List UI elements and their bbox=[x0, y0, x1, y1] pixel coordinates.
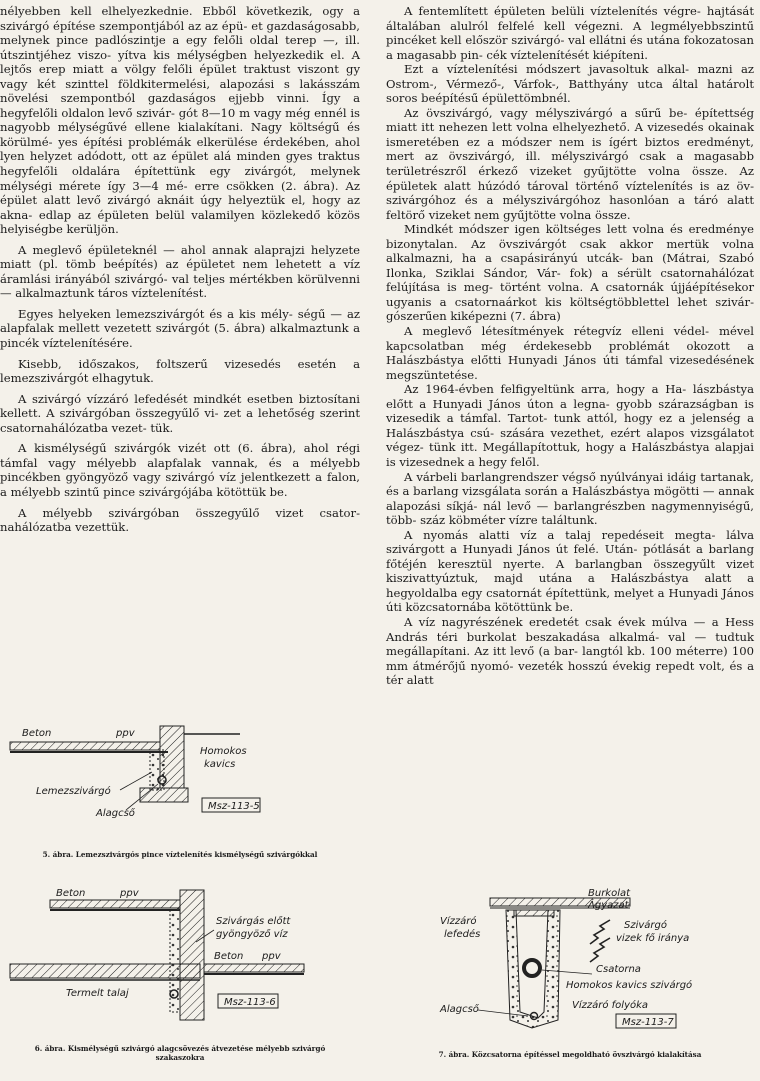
sewer-pipe bbox=[524, 960, 540, 976]
paragraph: Az övszivárgó, vagy mélyszivárgó a sűrű be- építettség miatt itt nehezen lett volna elhelyezhető. A vizesedés okainak ismeretében ez a módszer nem is ígért biztos eredményt, mert az övszivárgó, ill. mélyszivárgó csak a magasabb területrészről érkező vizeket gyűjtötte volna össze. Az épületek alatt húzódó tároval történő víztelenítés is az öv- szivárgóhoz és a mélyszivárgóhoz hasonlóan a táró alatt feltörő vizeket nem gyűjtötte volna össze. bbox=[386, 105, 754, 222]
label-vizzaro: Vízzáró bbox=[440, 916, 477, 927]
figure-7-caption: 7. ábra. Közcsatorna építéssel megoldható övszivárgó kialakítása bbox=[438, 1050, 702, 1059]
paragraph: A meglevő létesítmények rétegvíz elleni védel- mével kapcsolatban még érdekesebb problémát okozott a Halászbástya előtti Hunyadi János úti támfal vizesedésének megszüntetése. bbox=[386, 324, 754, 382]
label-agyazat: Ágyazat bbox=[588, 900, 629, 911]
paragraph: Kisebb, időszakos, foltszerű vizesedés esetén a lemezszivárgót elhagytuk. bbox=[0, 356, 360, 386]
figure-6-caption bbox=[0, 1044, 360, 1062]
paragraph: A kismélységű szivárgók vizét ott (6. ábra), ahol régi támfal vagy mélyebb alapfalak vannak, és a mélyebb pincékben gyöngyöző vagy szivárgó víz jelentkezett a falon, a mélyebb szintű pince szivárgójába kötöttük be. bbox=[0, 441, 360, 499]
paragraph: A várbeli barlangrendszer végső nyúlványai idáig tartanak, és a barlang vizsgálata során a Halászbástya mögötti — annak alapozási síkjá- nál levő — barlangrészben nagymennyiségű, több- száz köbméter vízre találtunk. bbox=[386, 469, 754, 528]
figure-5-drawing bbox=[0, 712, 360, 836]
figure-7-drawing bbox=[420, 884, 750, 1034]
label-vizzaro-folyoka: Vízzáró folyóka bbox=[572, 1000, 649, 1011]
label-homokos: Homokos bbox=[200, 746, 247, 757]
label-seep: Szivárgás előtt bbox=[216, 916, 291, 927]
upper-slab bbox=[50, 900, 180, 908]
left-text-column bbox=[0, 4, 360, 535]
paragraph: A meglevő épületeknél — ahol annak alaprajzi helyzete miatt (pl. tömb beépítés) az épületet nem lehetett a víz áramlási irányából szivárgó- val teljes mértékben körülvenni — alkalmaztunk táros víztelenítést. bbox=[0, 242, 360, 301]
right-text-column bbox=[386, 4, 754, 688]
label-homokos-kavics: Homokos kavics szivárgó bbox=[566, 980, 693, 991]
label-lefedes: lefedés bbox=[444, 929, 481, 940]
paragraph: Az 1964-évben felfigyeltünk arra, hogy a Ha- lászbástya előtt a Hunyadi János úton a legna- gyobb szárazságban is vizesedik a támfal. Tartot- tunk attól, hogy ez a jelenség a Halászbástya csú- szására vezethet, ezért alapos vizsgálatot végez- tünk itt. Megállapítottuk, hogy a Halászbástya alapjai is vizesednek a hegy felől. bbox=[386, 382, 754, 469]
figure-ref: Msz-113-7 bbox=[622, 1017, 674, 1028]
label-csatorna: Csatorna bbox=[596, 964, 641, 975]
label-kavics: kavics bbox=[204, 759, 236, 770]
label-ppv: ppv bbox=[120, 888, 139, 899]
figure-5-caption: 5. ábra. Lemezszivárgós pince víztelenítés kismélységű szivárgókkal bbox=[42, 850, 318, 859]
label-beton: Beton bbox=[56, 888, 86, 899]
footing bbox=[140, 788, 188, 802]
caption-line: szakaszokra bbox=[155, 1053, 205, 1062]
paragraph: Mindkét módszer igen költséges lett volna és eredménye bizonytalan. Az övszivárgót csak akkor mertük volna alkalmazni, ha a csapásirányú utcák- ban (Mátrai, Szabó Ilonka, Sziklai Sándor, Vár- fok) a sérült csatornahálózat felújítása is meg- történt volna. A csatornák újjáépítésekor ugyanis a csatornaárkot kis költségtöbblettel lehet szivár- gószerűen kiképezni (7. ábra) bbox=[386, 222, 754, 324]
caption-line: 6. ábra. Kismélységű szivárgó alagcsövezés átvezetése mélyebb szivárgó bbox=[34, 1044, 326, 1053]
label-szivargo: Szivárgó bbox=[624, 920, 667, 931]
paragraph: A szivárgó vízzáró lefedését mindkét esetben biztosítani kellett. A szivárgóban összegyűlő vi- zet a lehetőség szerint csatornahálózatba vezet- tük. bbox=[0, 391, 360, 435]
label-termelt-talaj: Termelt talaj bbox=[66, 988, 129, 999]
paragraph: A fentemlített épületen belüli víztelenítés végre- hajtását általában alulról felfelé kell végezni. A legmélyebbszintű pincéket kell először szivárgó- val ellátni és utána fokozatosan a magasabb pin- cék víztelenítését kiépíteni. bbox=[386, 4, 754, 62]
label-burkolat: Burkolat bbox=[588, 888, 631, 899]
trench-cover bbox=[514, 910, 554, 916]
label-ppv: ppv bbox=[116, 728, 135, 739]
figure-6-drawing bbox=[0, 882, 360, 1022]
paragraph: Ezt a víztelenítési módszert javasoltuk alkal- mazni az Ostrom-, Vérmező-, Várfok-, Batthyány utca által határolt soros beépítésű épülettömbnél. bbox=[386, 62, 754, 106]
figure-5 bbox=[0, 712, 360, 836]
label-beton: Beton bbox=[214, 951, 244, 962]
retaining-wall bbox=[180, 890, 204, 1020]
paragraph: A nyomás alatti víz a talaj repedéseit megta- lálva szivárgott a Hunyadi János út felé. Után- pótlását a barlang főtéjén keresztül nyerte. A barlangban összegyűlt vizet kiszivattyúztuk, majd utána a Halászbástya alatt a hegyoldalba egy csatornát építettünk, melyet a Hunyadi János úti közcsatornába kötöttünk be. bbox=[386, 527, 754, 615]
label-szivargo-irany: vizek fő iránya bbox=[616, 933, 690, 944]
figure-ref: Msz-113-6 bbox=[224, 997, 276, 1008]
floor-slab bbox=[10, 742, 160, 750]
lower-slab bbox=[10, 964, 200, 978]
paragraph: Egyes helyeken lemezszivárgót és a kis mély- ségű — az alapfalak mellett vezetett szivárgót (5. ábra) alkalmaztunk a pincék víztelenítésére. bbox=[0, 306, 360, 351]
figure-ref: Msz-113-5 bbox=[208, 801, 260, 812]
label-ppv: ppv bbox=[262, 951, 281, 962]
label-alagcso: Alagcső bbox=[440, 1004, 479, 1015]
label-beton: Beton bbox=[22, 728, 52, 739]
label-lemezszivargo: Lemezszivárgó bbox=[36, 786, 111, 797]
deep-slab bbox=[204, 964, 304, 972]
paragraph: A mélyebb szivárgóban összegyűlő vizet csator- nahálózatba vezettük. bbox=[0, 505, 360, 535]
figure-6 bbox=[0, 882, 360, 1022]
label-seep: gyöngyöző víz bbox=[216, 929, 288, 940]
paragraph: A víz nagyrészének eredetét csak évek múlva — a Hess András téri burkolat beszakadása alkalmá- val — tudtuk megállapítani. Az itt levő (a bar- langtól kb. 100 méterre) 100 mm átmérőjű nyomó- vezeték hosszú évekig repedt volt, és a tér alatt bbox=[386, 614, 754, 688]
figure-7 bbox=[420, 884, 750, 1034]
label-alagcso: Alagcső bbox=[96, 808, 135, 819]
paragraph: nélyebben kell elhelyezkednie. Ebből következik, ogy a szivárgó építése szempontjából az az épü- et gazdaságosabb, melynek pince padlószintje a egy felőli oldal terep —, ill. útszintjéhez viszo- yítva kis mélységben helyezkedik el. A lejtős erep miatt a völgy felőli épület traktust viszont gy vagy két szinttel földkitermelési, alapozási s lakásszám növelési szempontból gazdaságos ejjebb vinni. Így a hegyfelőli oldalon levő szivár- gót 8—10 m vagy még ennél is nagyobb mélységűvé ellene kialakítani. Nagy költségű és körülmé- yes építési problémák elkerülése érdekében, ahol lyen helyzet adódott, ott az épület alá minden gyes traktus hegyfelőli oldalára építettünk egy zivárgót, melynek mélységi mérete így 3—4 mé- erre csökken (2. ábra). Az épület alatt levő zivárgó aknáit úgy helyeztük el, hogy az akna- edlap az épületen belül valamilyen közlekedő közös helyiségbe kerüljön. bbox=[0, 4, 360, 237]
